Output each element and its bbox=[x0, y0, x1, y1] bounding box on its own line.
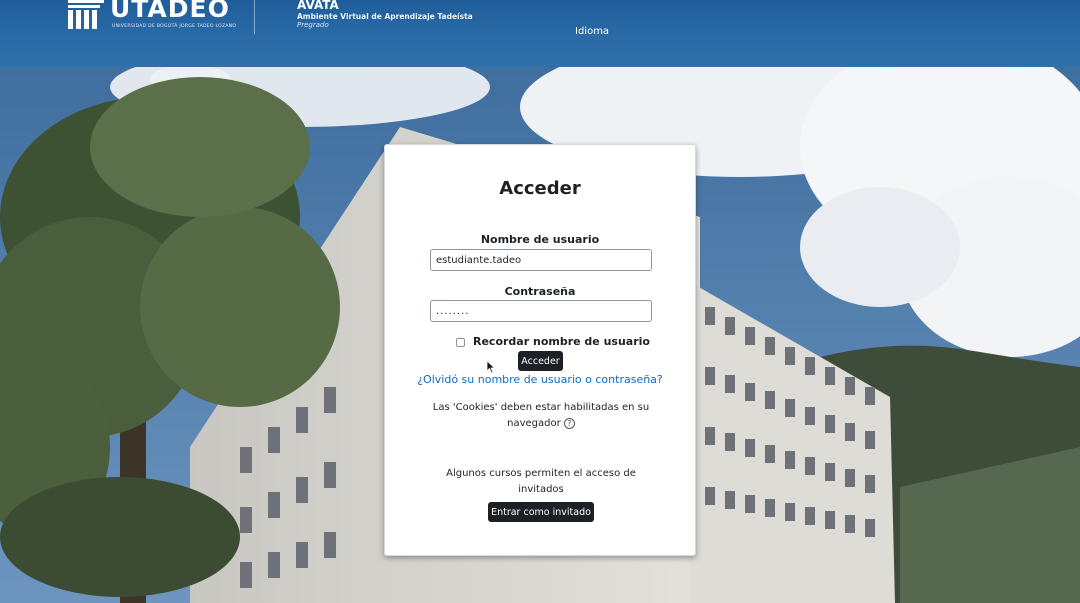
guest-login-button[interactable]: Entrar como invitado bbox=[488, 502, 594, 522]
header-divider bbox=[254, 0, 255, 34]
password-label: Contraseña bbox=[504, 285, 576, 298]
remember-username-row bbox=[385, 335, 695, 351]
cookies-notice-text: Las 'Cookies' deben estar habilitadas en su navegador bbox=[432, 402, 650, 429]
login-card bbox=[384, 144, 696, 556]
logo-subtext: UNIVERSIDAD DE BOGOTÁ JORGE TADEO LOZANO bbox=[112, 24, 237, 29]
logo-wordmark[interactable]: UTADEO bbox=[110, 0, 230, 23]
login-title: Acceder bbox=[499, 178, 581, 199]
utadeo-logo-icon[interactable] bbox=[68, 0, 104, 30]
mouse-pointer-icon bbox=[486, 360, 496, 374]
login-button[interactable]: Acceder bbox=[518, 351, 563, 371]
forgot-credentials-link[interactable]: ¿Olvidó su nombre de usuario o contraseña? bbox=[417, 373, 663, 386]
brand-subtitle: Ambiente Virtual de Aprendizaje Tadeísta bbox=[297, 12, 473, 21]
brand-title[interactable]: AVATA bbox=[297, 0, 339, 12]
brand-tag: Pregrado bbox=[297, 21, 329, 29]
username-label: Nombre de usuario bbox=[480, 233, 600, 246]
remember-username-label[interactable]: Recordar nombre de usuario bbox=[473, 335, 650, 348]
site-header bbox=[0, 0, 1080, 67]
password-input[interactable] bbox=[430, 300, 652, 322]
question-circle-icon[interactable]: ? bbox=[564, 418, 575, 429]
guest-access-text: Algunos cursos permiten el acceso de invitados bbox=[446, 468, 636, 495]
cookies-notice bbox=[425, 400, 657, 432]
username-input[interactable] bbox=[430, 249, 652, 271]
language-menu[interactable]: Idioma bbox=[575, 26, 610, 37]
remember-username-checkbox[interactable] bbox=[456, 338, 465, 347]
